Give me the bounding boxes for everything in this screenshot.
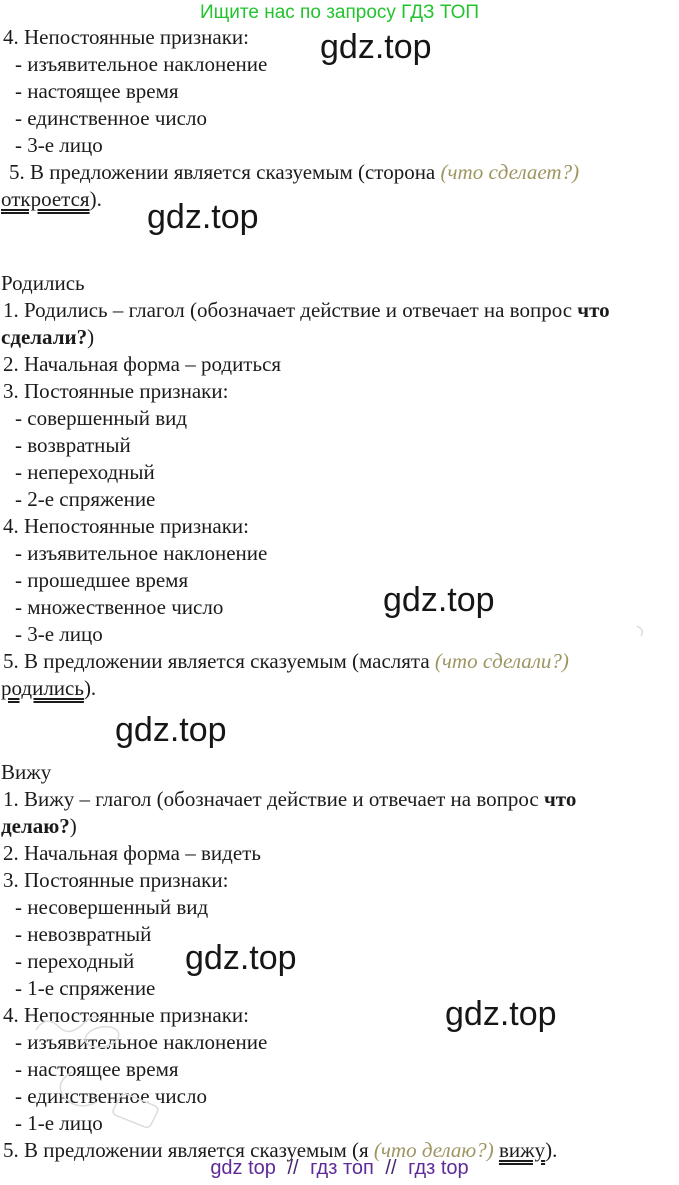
text-run: - изъявительное наклонение [15, 1030, 268, 1054]
predicate-word: вижу [498, 1138, 546, 1162]
gdz-watermark: gdz.top [147, 198, 259, 236]
text-run: - 3-е лицо [15, 133, 103, 157]
text-run: 4. Непостоянные признаки: [3, 25, 249, 49]
text-run: 3. Постоянные признаки: [3, 379, 229, 403]
analysis-section-родились [0, 270, 679, 702]
text-line [0, 975, 679, 1002]
text-line [0, 105, 679, 132]
question-bold: что [543, 787, 577, 811]
text-line [0, 78, 679, 105]
text-run: - невозвратный [15, 922, 152, 946]
text-run: 2. Начальная форма – родиться [3, 352, 282, 376]
text-run: - единственное число [15, 106, 207, 130]
analysis-section-вижу [0, 759, 679, 1164]
text-line [0, 759, 679, 786]
text-run: 5. В предложении является сказуемым (я [3, 1138, 374, 1162]
gdz-watermark: gdz.top [185, 939, 297, 977]
text-line [0, 840, 679, 867]
text-line [0, 948, 679, 975]
text-run: ). [89, 187, 102, 211]
text-line [0, 813, 679, 840]
text-run: - прошедшее время [15, 568, 189, 592]
text-line [0, 486, 679, 513]
text-run: - переходный [15, 949, 135, 973]
text-run: - изъявительное наклонение [15, 541, 268, 565]
text-run: 4. Непостоянные признаки: [3, 1003, 249, 1027]
analysis-section-откроется [0, 24, 679, 213]
text-line [0, 405, 679, 432]
text-run: ). [545, 1138, 558, 1162]
text-line [0, 132, 679, 159]
text-run: - совершенный вид [15, 406, 188, 430]
text-line [0, 786, 679, 813]
text-line [0, 51, 679, 78]
footer-link: гдз top [408, 1157, 469, 1179]
gdz-watermark: gdz.top [320, 28, 432, 66]
text-line [0, 324, 679, 351]
text-run: 1. Родились – глагол (обозначает действие и отвечает на вопрос [3, 298, 578, 322]
text-run: - 3-е лицо [15, 622, 103, 646]
text-run: - множественное число [15, 595, 224, 619]
predicate-word: родились [1, 676, 84, 700]
analysis-content [0, 24, 679, 1164]
text-run: - 2-е спряжение [15, 487, 156, 511]
text-line [0, 270, 679, 297]
text-run: Вижу [1, 760, 52, 784]
text-line [0, 594, 679, 621]
text-line [0, 1002, 679, 1029]
text-run: - изъявительное наклонение [15, 52, 268, 76]
text-run: 5. В предложении является сказуемым (маслята [3, 649, 435, 673]
text-run: - настоящее время [15, 1057, 179, 1081]
text-run: - единственное число [15, 1084, 207, 1108]
text-run: - настоящее время [15, 79, 179, 103]
question-bold: что [577, 298, 610, 322]
text-line [0, 1110, 679, 1137]
gdz-watermark: gdz.top [445, 995, 557, 1033]
text-run: - 1-е лицо [15, 1111, 103, 1135]
text-run: - 1-е спряжение [15, 976, 156, 1000]
text-run: - несовершенный вид [15, 895, 209, 919]
text-line [0, 378, 679, 405]
promo-banner: Ищите нас по запросу ГДЗ ТОП [199, 2, 480, 23]
text-line [0, 159, 679, 186]
footer-link: гдз топ [310, 1157, 374, 1179]
question-bold: сделали? [1, 325, 88, 349]
text-run: 3. Постоянные признаки: [3, 868, 229, 892]
text-run: ) [69, 814, 77, 838]
text-run: ) [87, 325, 95, 349]
text-run: 5. В предложении является сказуемым (сторона [9, 160, 441, 184]
footer-links [0, 1156, 679, 1180]
text-line [0, 567, 679, 594]
gdz-watermark: gdz.top [383, 581, 495, 619]
text-line [0, 351, 679, 378]
text-run: 1. Вижу – глагол (обозначает действие и отвечает на вопрос [3, 787, 544, 811]
text-line [0, 675, 679, 702]
text-line [0, 867, 679, 894]
predicate-word: откроется [1, 187, 90, 211]
footer-separator: // [379, 1157, 403, 1179]
question-hint: (что делаю?) [373, 1138, 499, 1162]
text-line [0, 1029, 679, 1056]
text-line [0, 621, 679, 648]
text-line [0, 1056, 679, 1083]
text-line [0, 540, 679, 567]
text-line [0, 648, 679, 675]
text-line [0, 1083, 679, 1110]
text-run: - непереходный [15, 460, 155, 484]
footer-separator: // [281, 1157, 305, 1179]
text-run: ). [83, 676, 97, 700]
text-line [0, 921, 679, 948]
text-line [0, 894, 679, 921]
text-line [0, 297, 679, 324]
text-run: Родились [1, 271, 85, 295]
text-line [0, 432, 679, 459]
text-line [0, 459, 679, 486]
text-line [0, 186, 679, 213]
text-line [0, 513, 679, 540]
text-run: 2. Начальная форма – видеть [3, 841, 261, 865]
question-bold: делаю? [1, 814, 70, 838]
text-run: - возвратный [15, 433, 131, 457]
footer-link: gdz top [210, 1157, 276, 1179]
gdz-watermark: gdz.top [115, 711, 227, 749]
question-hint: (что сделает?) [440, 160, 580, 184]
text-line [0, 24, 679, 51]
question-hint: (что сделали?) [434, 649, 569, 673]
text-run: 4. Непостоянные признаки: [3, 514, 249, 538]
